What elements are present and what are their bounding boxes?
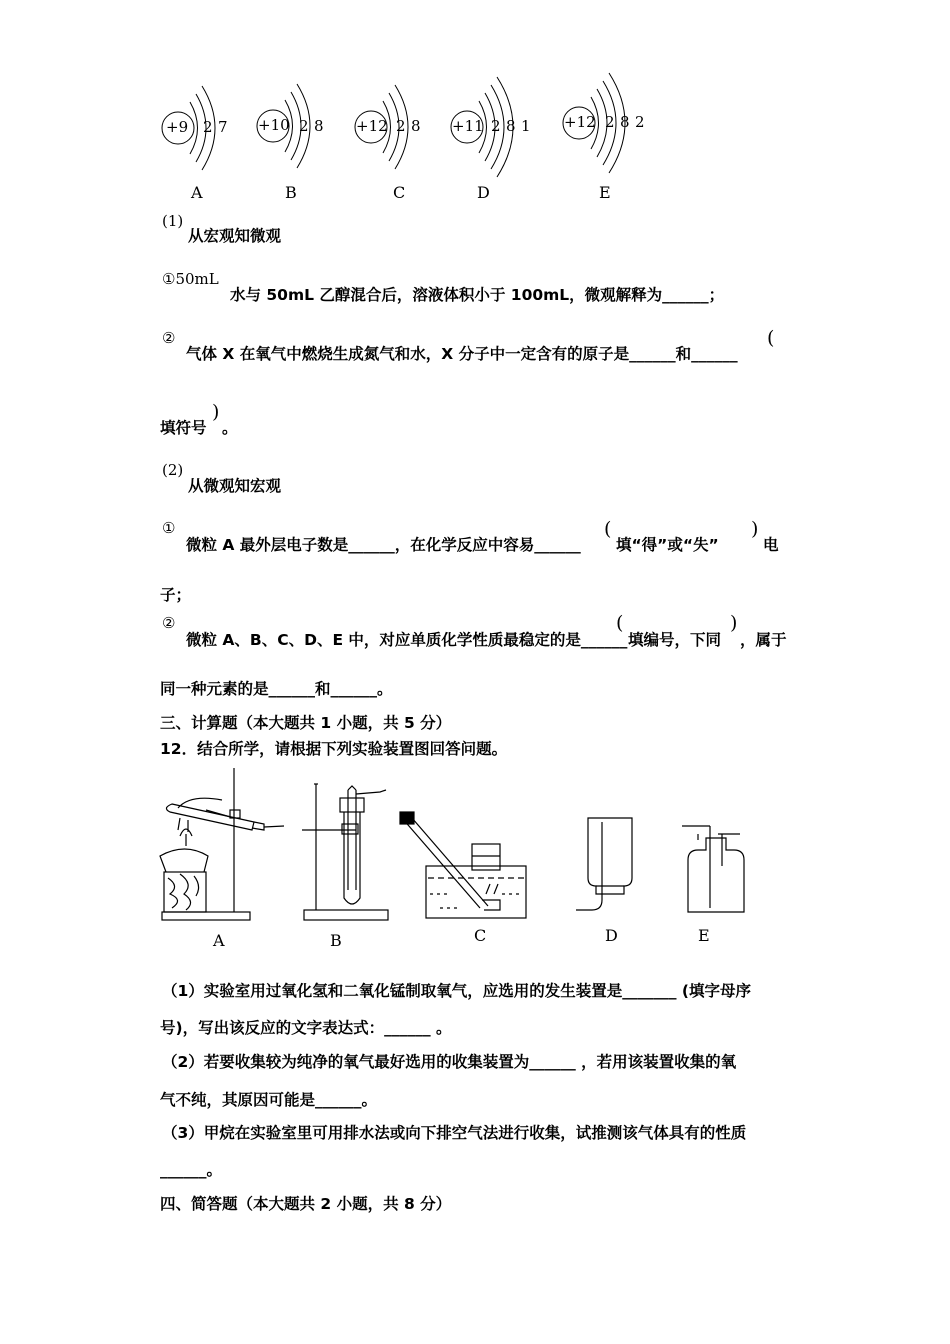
apparatus-d-label: D	[605, 926, 618, 945]
q12-sub1-line1: （1）实验室用过氧化氢和二氧化锰制取氧气，应选用的发生装置是_______ (填字母序	[162, 982, 752, 1000]
part1-number: (1)	[162, 212, 184, 230]
atom-d-shell-2: 8	[506, 117, 516, 135]
lab-apparatus-diagram	[150, 760, 770, 960]
part2-q2-mark: ②	[162, 614, 176, 632]
atom-a-shell-1: 2	[203, 118, 213, 136]
atom-c-nucleus: +12	[356, 117, 388, 135]
atom-a-shell-2: 7	[218, 118, 228, 136]
part1-q2-end: 。	[222, 419, 238, 437]
question-12: 12．结合所学，请根据下列实验装置图回答问题。	[160, 740, 508, 758]
apparatus-a	[160, 768, 284, 920]
part2-q2-cont: 同一种元素的是______和______。	[160, 680, 393, 698]
part1-q1-text: 水与 50mL 乙醇混合后，溶液体积小于 100mL，微观解释为______；	[230, 286, 725, 304]
q12-sub2-line2: 气不纯，其原因可能是______。	[160, 1091, 378, 1109]
section4-heading: 四、简答题（本大题共 2 小题，共 8 分）	[160, 1195, 452, 1213]
part2-q2-text-b: 填编号，下同	[628, 631, 722, 649]
q12-sub2-line1: （2）若要收集较为纯净的氧气最好选用的收集装置为______ ，若用该装置收集的氧	[162, 1053, 737, 1071]
atom-d-shell-3: 1	[521, 117, 531, 135]
atom-e-shell-1: 2	[605, 113, 615, 131]
part2-q2-paren-open: (	[616, 612, 624, 634]
atom-b-nucleus: +10	[258, 116, 290, 134]
atom-b-shell-1: 2	[299, 117, 309, 135]
atom-b-label: B	[285, 183, 297, 202]
part2-q2-paren-close: )	[730, 612, 738, 634]
atom-c-shell-2: 8	[411, 117, 421, 135]
part2-q1-text-a: 微粒 A 最外层电子数是______，在化学反应中容易______	[186, 536, 581, 554]
atom-e-nucleus: +12	[564, 113, 596, 131]
part2-q1-text-c: 电	[763, 536, 779, 554]
atom-a-nucleus: +9	[166, 118, 189, 136]
section3-heading: 三、计算题（本大题共 1 小题，共 5 分）	[160, 714, 452, 732]
atom-d-shell-1: 2	[491, 117, 501, 135]
atom-b-shell-2: 8	[314, 117, 324, 135]
q12-sub1-line2: 号)，写出该反应的文字表达式：______ 。	[160, 1019, 452, 1037]
q12-sub3-line2: ______。	[160, 1161, 223, 1179]
part1-q1-mark: ①50mL	[162, 270, 219, 288]
apparatus-b-label: B	[330, 931, 342, 950]
atom-e-shell-3: 2	[635, 113, 645, 131]
part1-title: 从宏观知微观	[188, 227, 282, 245]
atom-e-label: E	[599, 183, 611, 202]
part2-q1-cont: 子；	[160, 586, 192, 604]
atom-e-shell-2: 8	[620, 113, 630, 131]
part2-q1-paren-open: (	[604, 518, 612, 540]
atom-c-label: C	[393, 183, 406, 202]
atom-c-shell-1: 2	[396, 117, 406, 135]
apparatus-e-label: E	[698, 926, 710, 945]
apparatus-a-label: A	[213, 931, 225, 950]
apparatus-c	[400, 812, 526, 918]
atom-structure-diagrams	[150, 60, 670, 210]
atom-a-label: A	[191, 183, 203, 202]
apparatus-e	[682, 826, 744, 912]
apparatus-b	[302, 784, 388, 920]
part2-q1-text-b: 填“得”或“失”	[616, 536, 719, 554]
part1-q2-mark: ②	[162, 329, 176, 347]
part2-number: (2)	[162, 461, 184, 479]
q12-sub3-line1: （3）甲烷在实验室里可用排水法或向下排空气法进行收集，试推测该气体具有的性质	[162, 1124, 747, 1142]
part2-q1-paren-close: )	[751, 518, 759, 540]
part2-title: 从微观知宏观	[188, 477, 282, 495]
atom-d-label: D	[477, 183, 490, 202]
part2-q1-mark: ①	[162, 519, 176, 537]
part2-q2-text-c: ，属于	[740, 631, 787, 649]
apparatus-c-label: C	[474, 926, 487, 945]
part1-q2-paren-close: )	[212, 401, 220, 423]
part1-q2-cont: 填符号	[160, 419, 207, 437]
part2-q2-text-a: 微粒 A、B、C、D、E 中，对应单质化学性质最稳定的是______	[186, 631, 628, 649]
apparatus-d	[576, 818, 632, 910]
atom-d-nucleus: +11	[452, 117, 484, 135]
part1-q2-text: 气体 X 在氧气中燃烧生成氮气和水，X 分子中一定含有的原子是______和______	[186, 345, 738, 363]
part1-q2-paren-open: (	[767, 327, 775, 349]
